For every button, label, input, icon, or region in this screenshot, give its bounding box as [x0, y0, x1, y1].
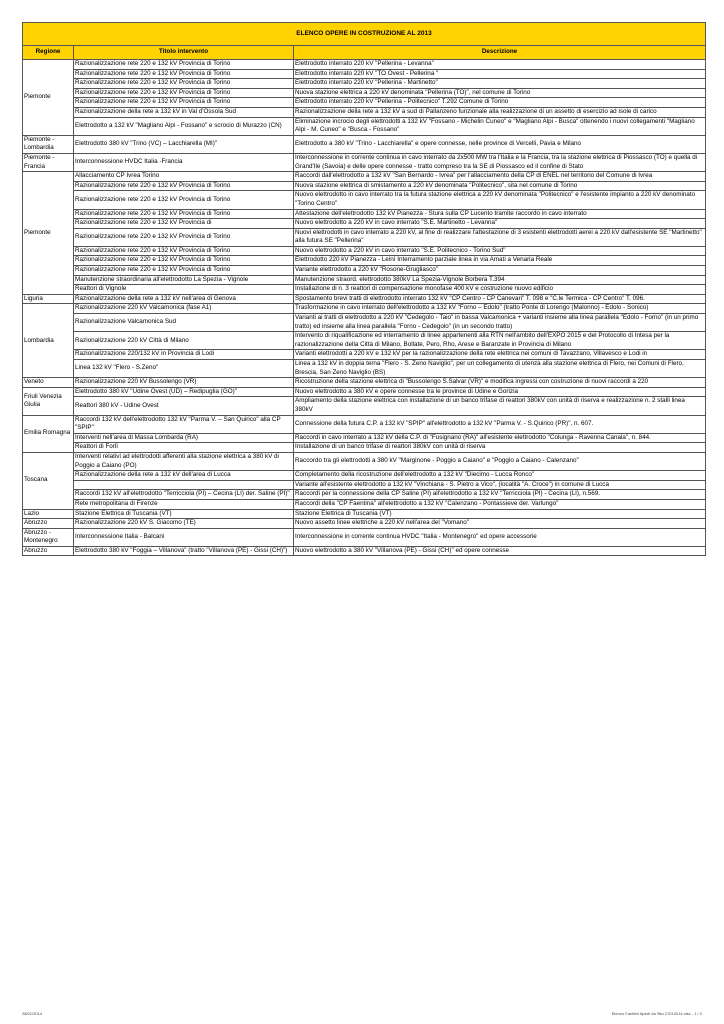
cell-descrizione: Nuovo assetto linee elettriche a 220 kV nell'area del "Vomano" [294, 519, 706, 529]
table-row [23, 378, 706, 388]
table-row [23, 415, 706, 433]
cell-regione: Piemonte [23, 60, 74, 136]
table-row [23, 314, 706, 332]
cell-regione: Toscana [23, 452, 74, 509]
cell-descrizione: Raccordi per la connessione della CP Saline (PI) all'elettrodotto a 132 kV "Terricciola (PI) - Cecina (LI), n.569. [294, 490, 706, 500]
cell-titolo: Reattori di Vignole [74, 285, 294, 295]
cell-descrizione: Nuovo elettrodotto a 380 kV e opere connesse tra le province di Udine e Gorizia [294, 387, 706, 397]
cell-titolo: Interconnessione Italia - Balcani [74, 528, 294, 546]
cell-titolo: Razionalizzazione della rete a 132 kV nell'area di Genova [74, 294, 294, 304]
cell-titolo: Elettrodotto 380 kV "Trino (VC) – Lacchiarella (MI)" [74, 135, 294, 153]
works-table [22, 22, 706, 556]
table-row [23, 387, 706, 397]
cell-titolo: Razionalizzazione 220 kV S. Giacomo (TE) [74, 519, 294, 529]
cell-regione: Lombardia [23, 304, 74, 378]
table-row [23, 117, 706, 135]
cell-regione: Veneto [23, 378, 74, 388]
cell-descrizione: Nuovi elettrodotti in cavo interrato a 220 kV, al fine di realizzare l'attestazione di 3 esistenti elettrodotti aerei a 220 kV dall'esistente SE "Martinetto" alla futura SE "Pellerina" [294, 228, 706, 246]
cell-titolo: Razionalizzazione 220 kV Città di Milano [74, 332, 294, 350]
cell-regione: Emilia Romagna [23, 415, 74, 452]
cell-descrizione: Ampliamento della stazione elettrica con installazione di un banco trifase di reattori 380kV con unità di riserva e realizzazione n. 2 stalli linea 380kV [294, 397, 706, 415]
table-row [23, 181, 706, 191]
table-row [23, 509, 706, 519]
cell-regione: Abruzzo [23, 519, 74, 529]
cell-descrizione: Eliminazione incrocio degli elettrodotti a 132 kV "Fossano - Michelin Cuneo" e "Magliano Alpi - Busca" ottenendo i nuovi collegamenti "Magliano Alpi - M. Cuneo" e "Busca - Fossano" [294, 117, 706, 135]
cell-titolo: Interventi relativi ad elettrodotti afferenti alla stazione elettrica a 380 kV di Poggio a Caiano (PO) [74, 452, 294, 470]
cell-descrizione: Elettrodotto a 380 kV "Trino - Lacchiarella" e opere connesse, nelle province di Vercelli, Pavia e Milano [294, 135, 706, 153]
cell-regione: Abruzzo - Montenegro [23, 528, 74, 546]
table-row [23, 79, 706, 89]
cell-descrizione: Stazione Elettrica di Tuscania (VT) [294, 509, 706, 519]
cell-titolo: Razionalizzazione 220 kV Valcamonica (fase A1) [74, 304, 294, 314]
cell-regione: Piemonte [23, 172, 74, 295]
cell-descrizione: Razionalizzazione della rete a 132 kV a sud di Pallanzeno funzionale alla realizzazione di un assetto di esercizio ad isole di carico [294, 107, 706, 117]
header-titolo: Titolo intervento [74, 46, 294, 60]
cell-descrizione: Nuovo elettrodotto a 380 kV "Villanova (PE) - Gissi (CH)" ed opere connesse [294, 546, 706, 556]
cell-titolo: Elettrodotto 380 kV "Foggia – Villanova" (tratto "Villanova (PE) - Gissi (CH)") [74, 546, 294, 556]
cell-descrizione: Raccordi in cavo interrato a 132 kV della C.P. di "Fusignano (RA)" all'esistente elettrodotto "Colunga - Ravenna Canala", n. 844. [294, 433, 706, 443]
cell-descrizione: Installazione di n. 3 reattori di compensazione monofase 400 kV e costruzione nuovo edificio [294, 285, 706, 295]
cell-regione: Piemonte - Lombardia [23, 135, 74, 153]
cell-titolo: Allacciamento CP Ivrea Torino [74, 172, 294, 182]
cell-titolo: Razionalizzazione 220 kV Bussolengo (VR) [74, 378, 294, 388]
cell-titolo: Linea 132 kV "Flero - S.Zeno" [74, 360, 294, 378]
cell-regione: Abruzzo [23, 546, 74, 556]
cell-descrizione: Raccordi della "CP Faentina" all'elettrodotto a 132 kV "Calenzano - Pontassieve der. Varlungo" [294, 499, 706, 509]
cell-descrizione: Intervento di riqualificazione ed interramento di linee appartenenti alla RTN nell'ambito dell'EXPO 2015 e del Protocollo di Intesa per la razionalizzazione della Città di Milano, Bollate, Pero, Rho, Arese e Baranzate in Provincia di Milano [294, 332, 706, 350]
table-row [23, 332, 706, 350]
table-row [23, 360, 706, 378]
cell-descrizione: Nuova stazione elettrica a 220 kV denominata "Pellerina (TO)", nel comune di Torino [294, 88, 706, 98]
cell-descrizione: Connessione della futura C.P. a 132 kV "SPIP" all'elettrodotto a 132 kV "Parma V. - S.Quirico (PR)", n. 607. [294, 415, 706, 433]
cell-descrizione: Trasformazione in cavo interrato dell'elettrodotto a 132 kV "Forno – Edolo" (tratto Ponte di Lorengo (Malonno) - Edolo - Sonico) [294, 304, 706, 314]
table-title: ELENCO OPERE IN COSTRUZIONE AL 2013 [23, 23, 706, 46]
cell-descrizione: Interconnessione in corrente continua HVDC "Italia - Montenegro" ed opere accessorie [294, 528, 706, 546]
cell-descrizione: Ricostruzione della stazione elettrica di "Bussolengo S.Salvar (VR)" e modifica ingressi con costruzione di nuovi raccordi a 220 [294, 378, 706, 388]
cell-descrizione: Nuovo elettrodotto in cavo interrato tra la futura stazione elettrica a 220 kV denominata "Politecnico" e l'esistente impianto a 220 kV denominato "Torino Centro" [294, 191, 706, 209]
table-row [23, 88, 706, 98]
cell-descrizione: Varianti elettrodotti a 220 kV e 132 kV per la razionalizzazione della rete elettrica nei comuni di Tavazzano, Villavesco e Lodi in [294, 350, 706, 360]
cell-titolo: Razionalizzazione rete 220 e 132 kV Provincia di Torino [74, 79, 294, 89]
table-row [23, 294, 706, 304]
cell-descrizione: Elettrodotto 220 kV Pianezza - Leinì Interramento parziale linea in via Amati a Venaria Reale [294, 256, 706, 266]
header-regione: Regione [23, 46, 74, 60]
cell-titolo: Razionalizzazione rete 220 e 132 kV Provincia di Torino [74, 60, 294, 70]
cell-descrizione: Completamento della ricostruzione dell'elettrodotto a 132 kV "Diecimo - Lucca Ronco" [294, 471, 706, 481]
table-row [23, 528, 706, 546]
table-row [23, 209, 706, 219]
table-row [23, 519, 706, 529]
table-row [23, 480, 706, 490]
table-row [23, 172, 706, 182]
table-row [23, 135, 706, 153]
cell-titolo: Razionalizzazione rete 220 e 132 kV Provincia di Torino [74, 98, 294, 108]
table-row [23, 228, 706, 246]
table-row [23, 219, 706, 229]
cell-titolo: Raccordi 132 kV dell'elettrodotto 132 kV "Parma V. – San Quirico" alla CP "SPIP" [74, 415, 294, 433]
table-row [23, 153, 706, 171]
table-row [23, 490, 706, 500]
table-row [23, 452, 706, 470]
cell-descrizione: Manutenzione straord. elettrodotto 380kV La Spezia-Vignole Borbera T.394 [294, 275, 706, 285]
cell-descrizione: Elettrodotto interrato 220 kV "Pellerina - Politecnico" T.292 Comune di Torino [294, 98, 706, 108]
cell-regione: Piemonte - Francia [23, 153, 74, 171]
cell-titolo: Razionalizzazione rete 220 e 132 kV Provincia di [74, 219, 294, 229]
table-row [23, 60, 706, 70]
table-row [23, 471, 706, 481]
cell-titolo: Razionalizzazione rete 220 e 132 kV Provincia di Torino [74, 256, 294, 266]
cell-titolo: Razionalizzazione rete 220 e 132 kV Provincia di Torino [74, 69, 294, 79]
cell-titolo [74, 480, 294, 490]
cell-titolo: Rete metropolitana di Firenze [74, 499, 294, 509]
table-row [23, 191, 706, 209]
cell-titolo: Reattori di Forlì [74, 443, 294, 453]
cell-descrizione: Linea a 132 kV in doppia terna "Flero - S. Zeno Naviglio", per un collegamento di utenza alla stazione elettrica di Flero, nei Comuni di Flero, Brescia, San Zeno Naviglio (BS) [294, 360, 706, 378]
cell-titolo: Razionalizzazione rete 220 e 132 kV Provincia di Torino [74, 228, 294, 246]
cell-titolo: Stazione Elettrica di Tuscania (VT) [74, 509, 294, 519]
cell-regione: Friuli Venezia Giulia [23, 387, 74, 415]
cell-titolo: Elettrodotto 380 kV "Udine Ovest (UD) – Redipuglia (GO)" [74, 387, 294, 397]
cell-titolo: Manutenzione straordinaria all'elettrodotto La Spezia - Vignole [74, 275, 294, 285]
table-row [23, 350, 706, 360]
cell-descrizione: Installazione di un banco trifase di reattori 380kV con unità di riserva [294, 443, 706, 453]
cell-descrizione: Variante all'esistente elettrodotto a 132 kV "Vinchiana - S. Pietro a Vico", (località "A. Croce") in comune di Lucca [294, 480, 706, 490]
footer-filename: Elenco Cantieri Aperti da Sito 27012014.xlsx - 1 / 2 [611, 1011, 702, 1016]
cell-regione: Liguria [23, 294, 74, 304]
table-row [23, 69, 706, 79]
table-row [23, 397, 706, 415]
cell-descrizione: Varianti ai tratti di elettrodotto a 220 kV "Cedegolo - Taio" in bassa Valcamonica + varianti insieme alla linea parallela "Edolo - Forno" (in un primo tratto) ed insieme alla linea parallela "Forno - Cedegolo" (in un secondo tratto) [294, 314, 706, 332]
cell-titolo: Razionalizzazione rete 220 e 132 kV Provincia di Torino [74, 266, 294, 276]
cell-regione: Lazio [23, 509, 74, 519]
table-row [23, 285, 706, 295]
cell-descrizione: Elettrodotto interrato 220 kV "TO Ovest - Pellerina " [294, 69, 706, 79]
cell-descrizione: Spostamento brevi tratti di elettrodotto interrato 132 kV "CP Centro - CP Canevari" T. 098 e "C.le Termica - CP Centro" T. 096. [294, 294, 706, 304]
table-row [23, 499, 706, 509]
cell-descrizione: Raccordi dall'elettrodotto a 132 kV "San Bernardo - Ivrea" per l'allacciamento della CP di ENEL nel territorio del Comune di Ivrea [294, 172, 706, 182]
table-row [23, 107, 706, 117]
cell-titolo: Elettrodotto a 132 kV "Magliano Alpi - Fossano" e scrocio di Murazzo (CN) [74, 117, 294, 135]
cell-titolo: Interventi nell'area di Massa Lombarda (RA) [74, 433, 294, 443]
cell-titolo: Raccordi 132 kV all'elettrodotto "Terricciola (PI) – Cecina (LI) der. Saline (PI)" [74, 490, 294, 500]
table-row [23, 275, 706, 285]
cell-titolo: Razionalizzazione rete 220 e 132 kV Provincia di Torino [74, 88, 294, 98]
footer-date: 28/01/2014 [22, 1011, 43, 1016]
cell-titolo: Razionalizzazione Valcamonica Sud [74, 314, 294, 332]
cell-descrizione: Raccordo tra gli elettrodotti a 380 kV "Marginone - Poggio a Caiano" e "Poggio a Caiano - Calenzano" [294, 452, 706, 470]
table-row [23, 246, 706, 256]
cell-descrizione: Elettrodotto interrato 220 kV "Pellerina - Martinetto" [294, 79, 706, 89]
cell-titolo: Razionalizzazione rete 220 e 132 kV Provincia di Torino [74, 191, 294, 209]
cell-titolo: Razionalizzazione rete 220 e 132 kV Provincia di Torino [74, 181, 294, 191]
cell-descrizione: Nuovo elettrodotto a 220 kV in cavo interrato "S.E. Martinetto - Levanna" [294, 219, 706, 229]
table-row [23, 266, 706, 276]
table-row [23, 443, 706, 453]
table-body [23, 60, 706, 556]
cell-descrizione: Elettrodotto interrato 220 kV "Pellerina - Levanna" [294, 60, 706, 70]
cell-descrizione: Interconnessione in corrente continua in cavo interrato da 2x500 MW tra l'Italia e la Francia, tra la stazione elettrica di Piossasco (TO) e quella di Grand'Ile (Savoia) e delle opere connesse - tratto compreso tra la SE di Piossasco ed il confine di Stato [294, 153, 706, 171]
table-row [23, 98, 706, 108]
cell-descrizione: Attestazione dell'elettrodotto 132 kV Pianezza - Stura sulla CP Lucento tramite raccordo in cavo interrato [294, 209, 706, 219]
cell-titolo: Razionalizzazione rete 220 e 132 kV Provincia di Torino [74, 209, 294, 219]
cell-descrizione: Nuovo elettrodotto a 220 kV in cavo interrato "S.E. Politecnico - Torino Sud" [294, 246, 706, 256]
cell-titolo: Razionalizzazione rete 220 e 132 kV Provincia di Torino [74, 246, 294, 256]
cell-titolo: Interconnessione HVDC Italia -Francia [74, 153, 294, 171]
cell-titolo: Razionalizzazione della rete a 132 kV dell'area di Lucca [74, 471, 294, 481]
header-descrizione: Descrizione [294, 46, 706, 60]
table-row [23, 256, 706, 266]
table-row [23, 546, 706, 556]
table-row [23, 304, 706, 314]
cell-descrizione: Nuova stazione elettrica di smistamento a 220 kV denominata "Politecnico", sita nel comune di Torino [294, 181, 706, 191]
cell-titolo: Razionalizzazione 220/132 kV in Provincia di Lodi [74, 350, 294, 360]
cell-titolo: Reattori 380 kV - Udine Ovest [74, 397, 294, 415]
cell-titolo: Razionalizzazione della rete a 132 kV in Val d'Ossola Sud [74, 107, 294, 117]
table-row [23, 433, 706, 443]
cell-descrizione: Variante elettrodotto a 220 kV "Rosone-Grugliasco" [294, 266, 706, 276]
